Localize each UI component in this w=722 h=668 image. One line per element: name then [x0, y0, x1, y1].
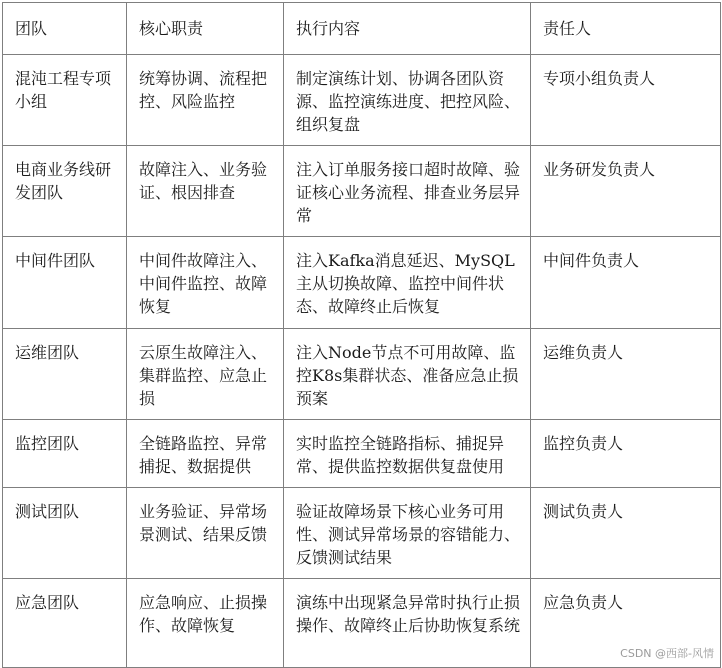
- cell-core-duty: 中间件故障注入、中间件监控、故障恢复: [127, 237, 284, 329]
- table-row: [3, 329, 721, 420]
- cell-execution: 演练中出现紧急异常时执行止损操作、故障终止后协助恢复系统: [284, 579, 531, 668]
- table-row: [3, 146, 721, 237]
- cell-core-duty: 统筹协调、流程把控、风险监控: [127, 55, 284, 146]
- table-row: [3, 420, 721, 488]
- cell-owner: 中间件负责人: [531, 237, 721, 329]
- cell-team: 监控团队: [3, 420, 127, 488]
- cell-core-duty: 应急响应、止损操作、故障恢复: [127, 579, 284, 668]
- header-team: 团队: [3, 3, 127, 55]
- cell-execution: 注入订单服务接口超时故障、验证核心业务流程、排查业务层异常: [284, 146, 531, 237]
- cell-execution: 实时监控全链路指标、捕捉异常、提供监控数据供复盘使用: [284, 420, 531, 488]
- header-execution: 执行内容: [284, 3, 531, 55]
- cell-owner: 业务研发负责人: [531, 146, 721, 237]
- cell-owner: 运维负责人: [531, 329, 721, 420]
- header-core-duty: 核心职责: [127, 3, 284, 55]
- cell-owner: 测试负责人: [531, 488, 721, 579]
- cell-execution: 验证故障场景下核心业务可用性、测试异常场景的容错能力、反馈测试结果: [284, 488, 531, 579]
- cell-execution: 注入Node节点不可用故障、监控K8s集群状态、准备应急止损预案: [284, 329, 531, 420]
- cell-team: 测试团队: [3, 488, 127, 579]
- responsibility-table: [2, 2, 721, 668]
- table-row: [3, 579, 721, 668]
- responsibility-table-container: [2, 2, 720, 668]
- cell-core-duty: 全链路监控、异常捕捉、数据提供: [127, 420, 284, 488]
- table-row: [3, 55, 721, 146]
- cell-owner: 专项小组负责人: [531, 55, 721, 146]
- csdn-watermark: CSDN @西部-风情: [620, 647, 714, 660]
- cell-team: 中间件团队: [3, 237, 127, 329]
- header-owner: 责任人: [531, 3, 721, 55]
- cell-core-duty: 云原生故障注入、集群监控、应急止损: [127, 329, 284, 420]
- cell-core-duty: 业务验证、异常场景测试、结果反馈: [127, 488, 284, 579]
- cell-owner: 监控负责人: [531, 420, 721, 488]
- cell-owner: 应急负责人: [531, 579, 721, 668]
- cell-team: 电商业务线研发团队: [3, 146, 127, 237]
- table-row: [3, 237, 721, 329]
- cell-execution: 制定演练计划、协调各团队资源、监控演练进度、把控风险、组织复盘: [284, 55, 531, 146]
- cell-team: 应急团队: [3, 579, 127, 668]
- table-header-row: [3, 3, 721, 55]
- cell-team: 混沌工程专项小组: [3, 55, 127, 146]
- cell-core-duty: 故障注入、业务验证、根因排查: [127, 146, 284, 237]
- table-row: [3, 488, 721, 579]
- cell-team: 运维团队: [3, 329, 127, 420]
- cell-execution: 注入Kafka消息延迟、MySQL主从切换故障、监控中间件状态、故障终止后恢复: [284, 237, 531, 329]
